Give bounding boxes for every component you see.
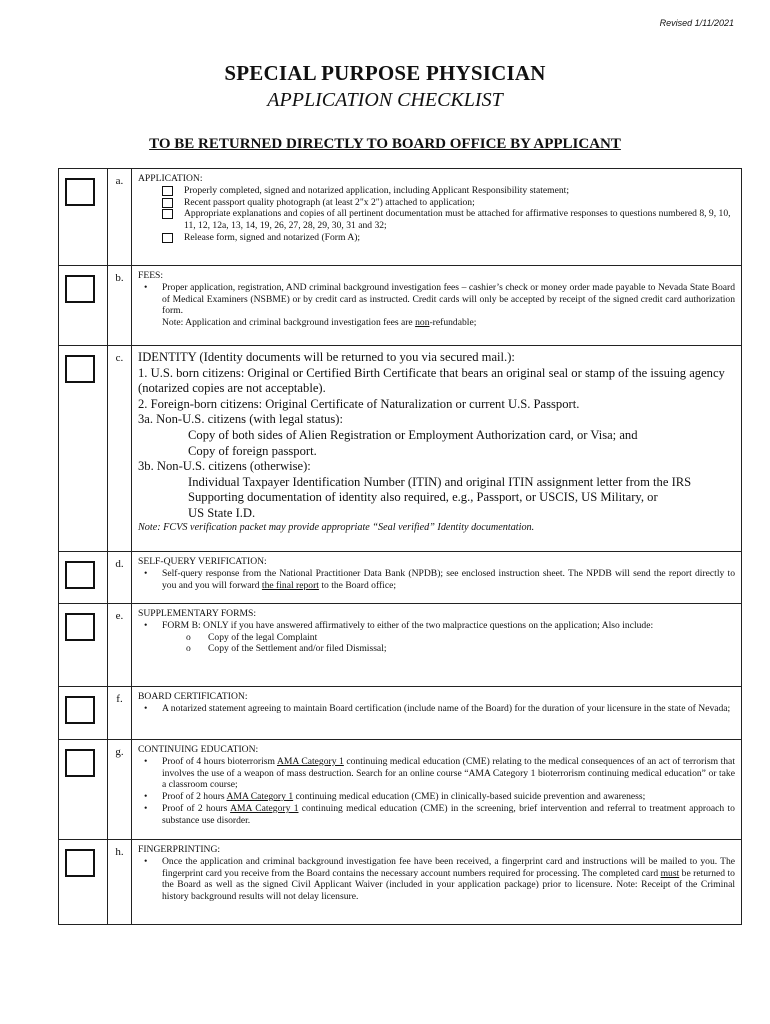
section-letter: f. [108,687,132,740]
list-item: Properly completed, signed and notarized application, including Applicant Responsibility statement; [138,185,735,197]
section-content [132,552,742,604]
section-content [132,346,742,552]
section-heading: FINGERPRINTING: [138,844,221,855]
section-g-checkbox[interactable] [65,749,95,777]
section-c-checkbox[interactable] [65,355,95,383]
list-item: • Self-query response from the National Practitioner Data Bank (NPDB); see enclosed instruction sheet. The NPDB will send the report directly to you and you will forward the final report to the Board office; [144,567,735,591]
section-b-checkbox[interactable] [65,275,95,303]
section-fees [59,266,742,346]
section-letter: h. [108,840,132,925]
list-item: Appropriate explanations and copies of all pertinent documentation must be attached for affirmative responses to questions numbered 8, 9, 10, 11, 12, 12a, 13, 14, 19, 26, 27, 28, 29, 30, 31 and 32; [138,208,735,232]
return-instruction: TO BE RETURNED DIRECTLY TO BOARD OFFICE BY APPLICANT [149,136,621,152]
section-h-checkbox[interactable] [65,849,95,877]
section-continuing-education [59,740,742,840]
item-checkbox[interactable] [162,186,173,196]
section-e-checkbox[interactable] [65,613,95,641]
section-content [132,840,742,925]
section-letter: c. [108,346,132,552]
list-item: • Once the application and criminal background investigation fee have been received, a fingerprint card and instructions will be mailed to you. The fingerprint card you receive from the Board contains the necessary account numbers required for processing. The completed card must be returned to the Board as well as the signed Civil Applicant Waiver (included in your application package) prior to licensure. Note: Receipt of the Criminal history background results will not delay licensure. [144,855,735,903]
section-heading: APPLICATION: [138,173,203,184]
list-item: • Proof of 4 hours bioterrorism AMA Category 1 continuing medical education (CME) relating to the medical consequences of an act of terrorism that involves the use of a weapon of mass destruction. Search for an online course “AMA Category 1 bioterrorism continuing medical education” or take a classroom course; [144,755,735,791]
list-item: • Proof of 2 hours AMA Category 1 continuing medical education (CME) in the screening, brief intervention and referral to treatment approach to substance use disorder. [144,802,735,826]
identity-line-3a-ii: Copy of foreign passport. [188,443,317,458]
page-subtitle: APPLICATION CHECKLIST [267,89,503,111]
section-letter: a. [108,169,132,266]
section-a-checkbox[interactable] [65,178,95,206]
list-item: Release form, signed and notarized (Form A); [138,232,735,244]
identity-line-1: 1. U.S. born citizens: Original or Certified Birth Certificate that bears an original seal or stamp of the issuing agency (notarized copies are not acceptable). [138,365,725,396]
section-content [132,169,742,266]
checkbox-cell [59,552,108,604]
checklist-table [58,168,742,925]
section-content [132,740,742,840]
checkbox-cell [59,740,108,840]
checkbox-cell [59,266,108,346]
revision-date: Revised 1/11/2021 [659,18,734,28]
identity-line-2: 2. Foreign-born citizens: Original Certificate of Naturalization or current U.S. Passport. [138,396,580,411]
section-letter: g. [108,740,132,840]
list-item: • A notarized statement agreeing to maintain Board certification (include name of the Board) for the duration of your licensure in the state of Nevada; [144,702,731,714]
section-content [132,604,742,687]
identity-line-3b-i: Individual Taxpayer Identification Number (ITIN) and original ITIN assignment letter from the IRS [188,474,692,489]
page-title: SPECIAL PURPOSE PHYSICIAN [224,61,546,85]
list-item: Recent passport quality photograph (at least 2"x 2") attached to application; [138,197,735,209]
section-letter: b. [108,266,132,346]
section-heading: SUPPLEMENTARY FORMS: [138,608,257,619]
checkbox-cell [59,604,108,687]
item-checkbox[interactable] [162,233,173,243]
checkbox-cell [59,346,108,552]
section-letter: d. [108,552,132,604]
section-content [132,687,742,740]
list-item: • Proper application, registration, AND criminal background investigation fees – cashier’s check or money order made payable to Nevada State Board of Medical Examiners (NSBME) or by credit card as instructed. Credit cards will only be accepted by receipt of the signed credit card authorization form. Note: Application and criminal background investigation fees are non-refundable; [144,281,735,329]
section-heading: SELF-QUERY VERIFICATION: [138,556,267,567]
sub-item: o Copy of the legal Complaint [186,631,318,643]
list-item: • Proof of 2 hours AMA Category 1 continuing medical education (CME) in clinically-based suicide prevention and awareness; [144,791,646,803]
section-board-certification [59,687,742,740]
item-checkbox[interactable] [162,198,173,208]
section-f-checkbox[interactable] [65,696,95,724]
checkbox-cell [59,169,108,266]
identity-line-3b: 3b. Non-U.S. citizens (otherwise): [138,459,311,474]
section-supplementary-forms [59,604,742,687]
list-item: • FORM B: ONLY if you have answered affirmatively to either of the two malpractice questions on the application; Also include: [144,619,654,631]
section-content [132,266,742,346]
identity-line-3a-i: Copy of both sides of Alien Registration or Employment Authorization card, or Visa; and [188,427,638,442]
section-heading: BOARD CERTIFICATION: [138,691,248,702]
item-checkbox[interactable] [162,209,173,219]
section-d-checkbox[interactable] [65,561,95,589]
checkbox-cell [59,840,108,925]
section-fingerprinting [59,840,742,925]
section-application [59,169,742,266]
section-self-query [59,552,742,604]
section-heading: FEES: [138,270,164,281]
identity-note: Note: FCVS verification packet may provide appropriate “Seal verified” Identity documentation. [138,521,535,533]
identity-line-3b-ii: Supporting documentation of identity also required, e.g., Passport, or USCIS, US Military, or [188,490,658,505]
section-letter: e. [108,604,132,687]
section-identity [59,346,742,552]
identity-line-3b-iii: US State I.D. [188,505,256,520]
sub-item: o Copy of the Settlement and/or filed Dismissal; [186,643,387,655]
checkbox-cell [59,687,108,740]
section-heading: IDENTITY (Identity documents will be returned to you via secured mail.): [138,350,515,364]
identity-line-3a: 3a. Non-U.S. citizens (with legal status): [138,412,343,427]
section-heading: CONTINUING EDUCATION: [138,744,259,755]
